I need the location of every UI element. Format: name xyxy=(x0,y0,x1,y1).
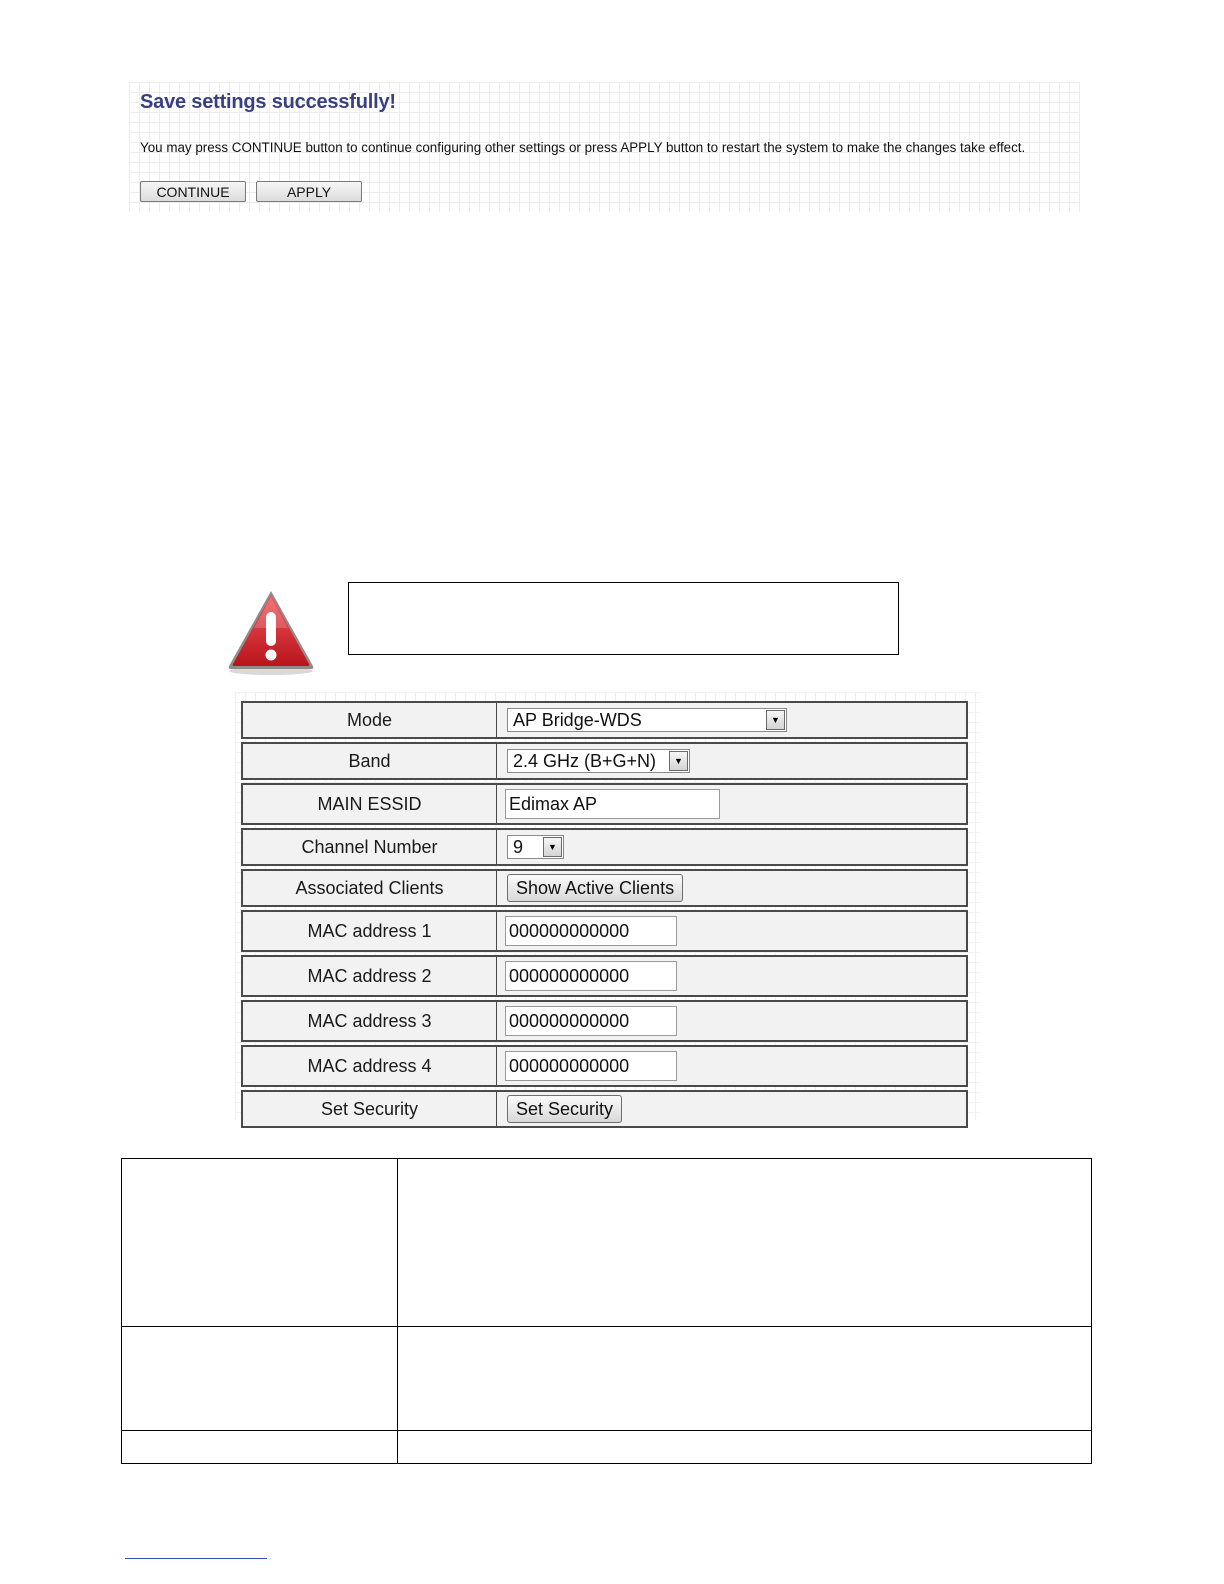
essid-input[interactable] xyxy=(505,789,720,819)
table-row xyxy=(241,1090,968,1128)
essid-label: MAIN ESSID xyxy=(241,783,497,825)
channel-select-value: 9 xyxy=(513,836,524,857)
show-active-clients-button[interactable]: Show Active Clients xyxy=(507,874,683,902)
table-row xyxy=(241,910,968,952)
table-cell xyxy=(122,1431,398,1464)
table-cell xyxy=(122,1327,398,1431)
band-label: Band xyxy=(241,742,497,780)
chevron-down-icon[interactable]: ▼ xyxy=(766,710,785,730)
save-title: Save settings successfully! xyxy=(140,91,396,113)
mode-label: Mode xyxy=(241,701,497,739)
wds-settings-panel xyxy=(235,692,980,1120)
table-row xyxy=(241,1000,968,1042)
mac-address-1-input[interactable] xyxy=(505,916,677,946)
table-cell xyxy=(398,1327,1092,1431)
warning-icon xyxy=(226,588,316,676)
mac-address-4-label: MAC address 4 xyxy=(241,1045,497,1087)
mac-address-3-label: MAC address 3 xyxy=(241,1000,497,1042)
table-row xyxy=(241,742,968,780)
security-label: Set Security xyxy=(241,1090,497,1128)
table-row xyxy=(241,1045,968,1087)
clients-label: Associated Clients xyxy=(241,869,497,907)
set-security-button[interactable]: Set Security xyxy=(507,1095,622,1123)
mac-address-3-input[interactable] xyxy=(505,1006,677,1036)
table-cell xyxy=(398,1159,1092,1327)
channel-select[interactable] xyxy=(507,835,564,859)
table-row xyxy=(122,1159,1092,1327)
footer-link-underline xyxy=(125,1558,267,1559)
band-select[interactable] xyxy=(507,749,690,773)
note-box xyxy=(348,582,899,655)
table-row xyxy=(241,828,968,866)
chevron-down-icon[interactable]: ▼ xyxy=(669,751,688,771)
mac-address-2-label: MAC address 2 xyxy=(241,955,497,997)
table-row xyxy=(241,701,968,739)
save-message: You may press CONTINUE button to continue configuring other settings or press APPLY button to restart the system to make the changes take effect. xyxy=(140,140,1026,155)
chevron-down-icon[interactable]: ▼ xyxy=(543,837,562,857)
save-settings-panel xyxy=(129,82,1080,212)
band-select-value: 2.4 GHz (B+G+N) xyxy=(513,750,657,771)
channel-label: Channel Number xyxy=(241,828,497,866)
mac-address-1-label: MAC address 1 xyxy=(241,910,497,952)
table-row xyxy=(122,1327,1092,1431)
mac-address-4-input[interactable] xyxy=(505,1051,677,1081)
mode-select[interactable] xyxy=(507,708,787,732)
table-row xyxy=(241,783,968,825)
table-row xyxy=(241,955,968,997)
table-row xyxy=(122,1431,1092,1464)
table-cell xyxy=(122,1159,398,1327)
description-table xyxy=(121,1158,1092,1464)
mode-select-value: AP Bridge-WDS xyxy=(513,709,642,730)
table-cell xyxy=(398,1431,1092,1464)
apply-button[interactable]: APPLY xyxy=(256,181,362,202)
continue-button[interactable]: CONTINUE xyxy=(140,181,246,202)
table-row xyxy=(241,869,968,907)
wds-settings-table xyxy=(241,698,968,1131)
mac-address-2-input[interactable] xyxy=(505,961,677,991)
